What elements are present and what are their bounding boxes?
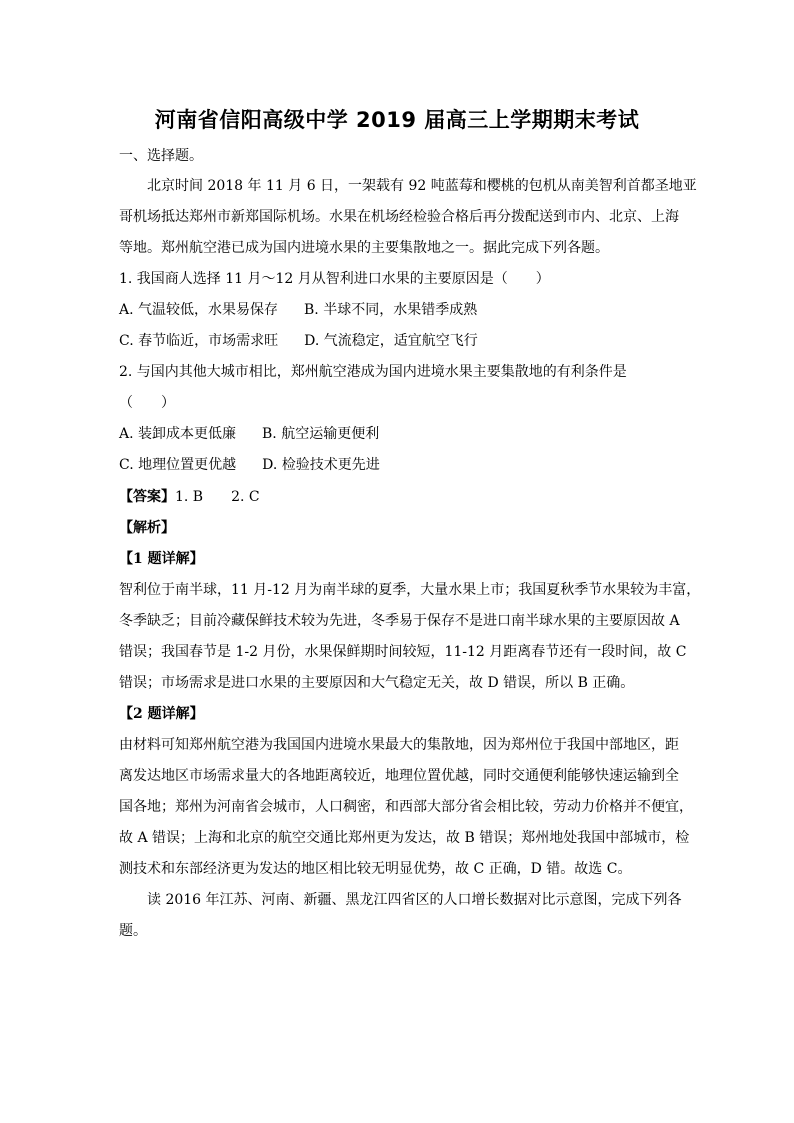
question-1-options-row-1 <box>119 300 679 320</box>
question-2-options-row-2 <box>119 455 679 475</box>
q2-option-b: B. 航空运输更便利 <box>262 426 380 442</box>
question-2-paren: （ ） <box>119 395 175 411</box>
passage1-line-1: 北京时间 2018 年 11 月 6 日，一架载有 92 吨蓝莓和樱桃的包机从南美智利首都圣地亚 <box>147 178 697 194</box>
question-1-stem: 1. 我国商人选择 11 月～12 月从智利进口水果的主要原因是（ ） <box>119 271 550 287</box>
question-1-options-row-2 <box>119 331 679 351</box>
passage2-line-1: 读 2016 年江苏、河南、新疆、黑龙江四省区的人口增长数据对比示意图，完成下列各 <box>147 892 682 908</box>
detail-2-line-5: 测技术和东部经济更为发达的地区相比较无明显优势，故 C 正确，D 错。故选 C。 <box>119 861 632 877</box>
detail-2-line-1: 由材料可知郑州航空港为我国国内进境水果最大的集散地，因为郑州位于我国中部地区，距 <box>119 737 679 753</box>
passage1-line-2: 哥机场抵达郑州市新郑国际机场。水果在机场经检验合格后再分拨配送到市内、北京、上海 <box>119 209 679 225</box>
answer-text: 1. B 2. C <box>175 489 260 505</box>
analysis-label: 【解析】 <box>119 520 175 536</box>
detail-1-line-2: 冬季缺乏；目前冷藏保鲜技术较为先进，冬季易于保存不是进口南半球水果的主要原因故 A <box>119 613 680 629</box>
q2-option-d: D. 检验技术更先进 <box>262 457 380 473</box>
question-2-stem: 2. 与国内其他大城市相比，郑州航空港成为国内进境水果主要集散地的有利条件是 <box>119 364 627 380</box>
q2-option-c: C. 地理位置更优越 <box>119 457 237 473</box>
detail-2-line-3: 国各地；郑州为河南省会城市，人口稠密，和西部大部分省会相比较，劳动力价格并不便宜， <box>119 799 693 815</box>
detail-2-line-4: 故 A 错误；上海和北京的航空交通比郑州更为发达，故 B 错误；郑州地处我国中部城市，检 <box>119 830 690 846</box>
q1-option-b: B. 半球不同，水果错季成熟 <box>304 302 478 318</box>
detail-1-label: 【1 题详解】 <box>119 551 204 567</box>
passage1-line-3: 等地。郑州航空港已成为国内进境水果的主要集散地之一。据此完成下列各题。 <box>119 240 609 256</box>
detail-1-line-1: 智利位于南半球，11 月-12 月为南半球的夏季，大量水果上市；我国夏秋季节水果较为丰富， <box>119 582 701 598</box>
passage2-line-2: 题。 <box>119 923 147 939</box>
detail-1-line-3: 错误；我国春节是 1-2 月份，水果保鲜期时间较短，11-12 月距离春节还有一段时间，故 C <box>119 644 687 660</box>
answer-label: 【答案】 <box>119 489 175 505</box>
answer-line <box>119 487 679 507</box>
section-heading: 一、选择题。 <box>119 148 203 164</box>
detail-1-line-4: 错误；市场需求是进口水果的主要原因和大气稳定无关，故 D 错误，所以 B 正确。 <box>119 675 635 691</box>
q1-option-d: D. 气流稳定，适宜航空飞行 <box>304 333 478 349</box>
question-2-options-row-1 <box>119 424 679 444</box>
q2-option-a: A. 装卸成本更低廉 <box>119 426 237 442</box>
detail-2-label: 【2 题详解】 <box>119 706 204 722</box>
detail-2-line-2: 离发达地区市场需求量大的各地距离较近，地理位置优越，同时交通便利能够快速运输到全 <box>119 768 679 784</box>
q1-option-c: C. 春节临近，市场需求旺 <box>119 333 279 349</box>
page-title: 河南省信阳高级中学 2019 届高三上学期期末考试 <box>154 108 640 132</box>
q1-option-a: A. 气温较低，水果易保存 <box>119 302 279 318</box>
